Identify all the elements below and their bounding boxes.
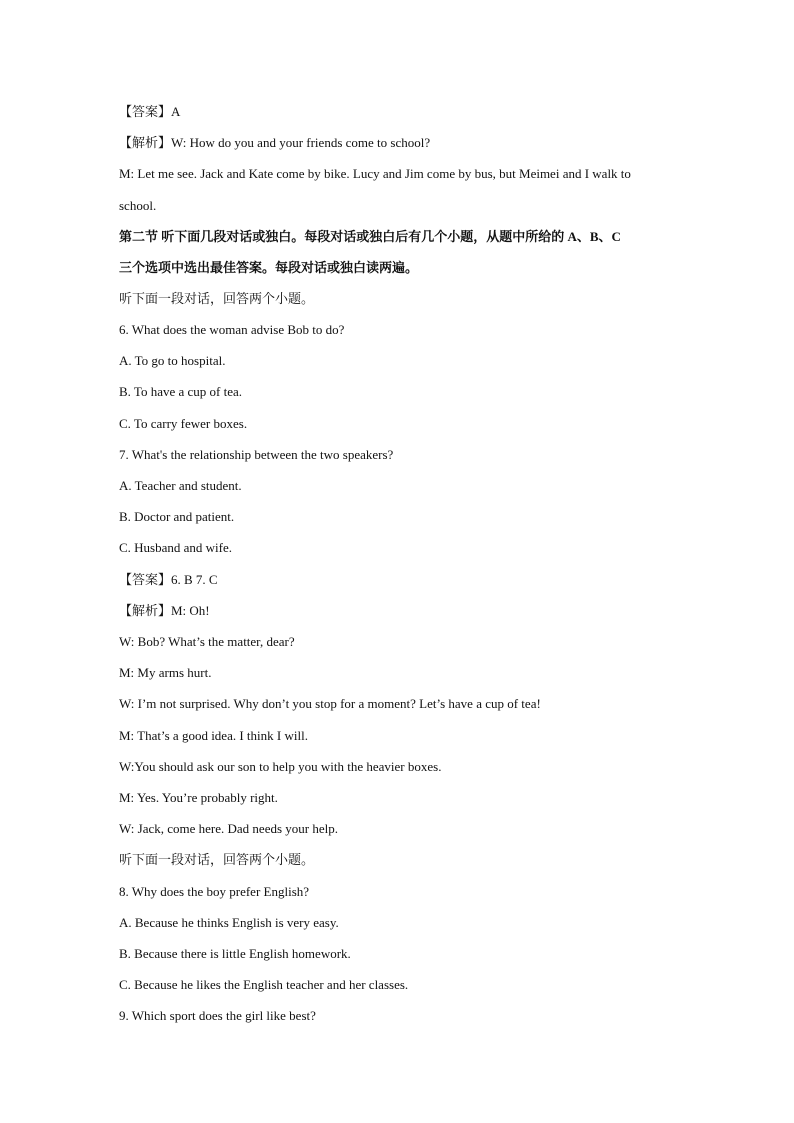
answer-label-5: 【答案】A xyxy=(119,104,181,119)
transcript-line-5: M: That’s a good idea. I think I will. xyxy=(119,728,308,743)
dialogue-instruction-2: 听下面一段对话，回答两个小题。 xyxy=(119,852,315,867)
question-6-option-c: C. To carry fewer boxes. xyxy=(119,416,248,431)
question-6-option-a: A. To go to hospital. xyxy=(119,353,226,368)
question-7-option-b: B. Doctor and patient. xyxy=(119,509,235,524)
section-heading-line-2: 三个选项中选出最佳答案。每段对话或独白读两遍。 xyxy=(119,260,419,275)
transcript-line-6: W:You should ask our son to help you with the heavier boxes. xyxy=(119,759,442,774)
transcript-line-7: M: Yes. You’re probably right. xyxy=(119,790,278,805)
question-7-option-c: C. Husband and wife. xyxy=(119,540,233,555)
question-9: 9. Which sport does the girl like best? xyxy=(119,1008,316,1023)
analysis-line-1: 【解析】W: How do you and your friends come to school? xyxy=(119,135,431,150)
dialogue-instruction-1: 听下面一段对话，回答两个小题。 xyxy=(119,291,315,306)
question-8: 8. Why does the boy prefer English? xyxy=(119,884,310,899)
question-6: 6. What does the woman advise Bob to do? xyxy=(119,322,345,337)
question-8-option-b: B. Because there is little English homework. xyxy=(119,946,351,961)
analysis-line-2: M: Let me see. Jack and Kate come by bike. Lucy and Jim come by bus, but Meimei and I walk to xyxy=(119,166,631,181)
analysis-line-3: school. xyxy=(119,198,157,213)
transcript-line-3: M: My arms hurt. xyxy=(119,665,212,680)
transcript-line-1: 【解析】M: Oh! xyxy=(119,603,210,618)
question-8-option-c: C. Because he likes the English teacher and her classes. xyxy=(119,977,409,992)
question-6-option-b: B. To have a cup of tea. xyxy=(119,384,243,399)
transcript-line-4: W: I’m not surprised. Why don’t you stop for a moment? Let’s have a cup of tea! xyxy=(119,696,541,711)
transcript-line-2: W: Bob? What’s the matter, dear? xyxy=(119,634,295,649)
section-heading-line-1: 第二节 听下面几段对话或独白。每段对话或独白后有几个小题，从题中所给的 A、B、C xyxy=(119,229,621,244)
answer-label-6-7: 【答案】6. B 7. C xyxy=(119,572,218,587)
question-7: 7. What's the relationship between the two speakers? xyxy=(119,447,394,462)
question-8-option-a: A. Because he thinks English is very easy. xyxy=(119,915,339,930)
question-7-option-a: A. Teacher and student. xyxy=(119,478,242,493)
transcript-line-8: W: Jack, come here. Dad needs your help. xyxy=(119,821,338,836)
